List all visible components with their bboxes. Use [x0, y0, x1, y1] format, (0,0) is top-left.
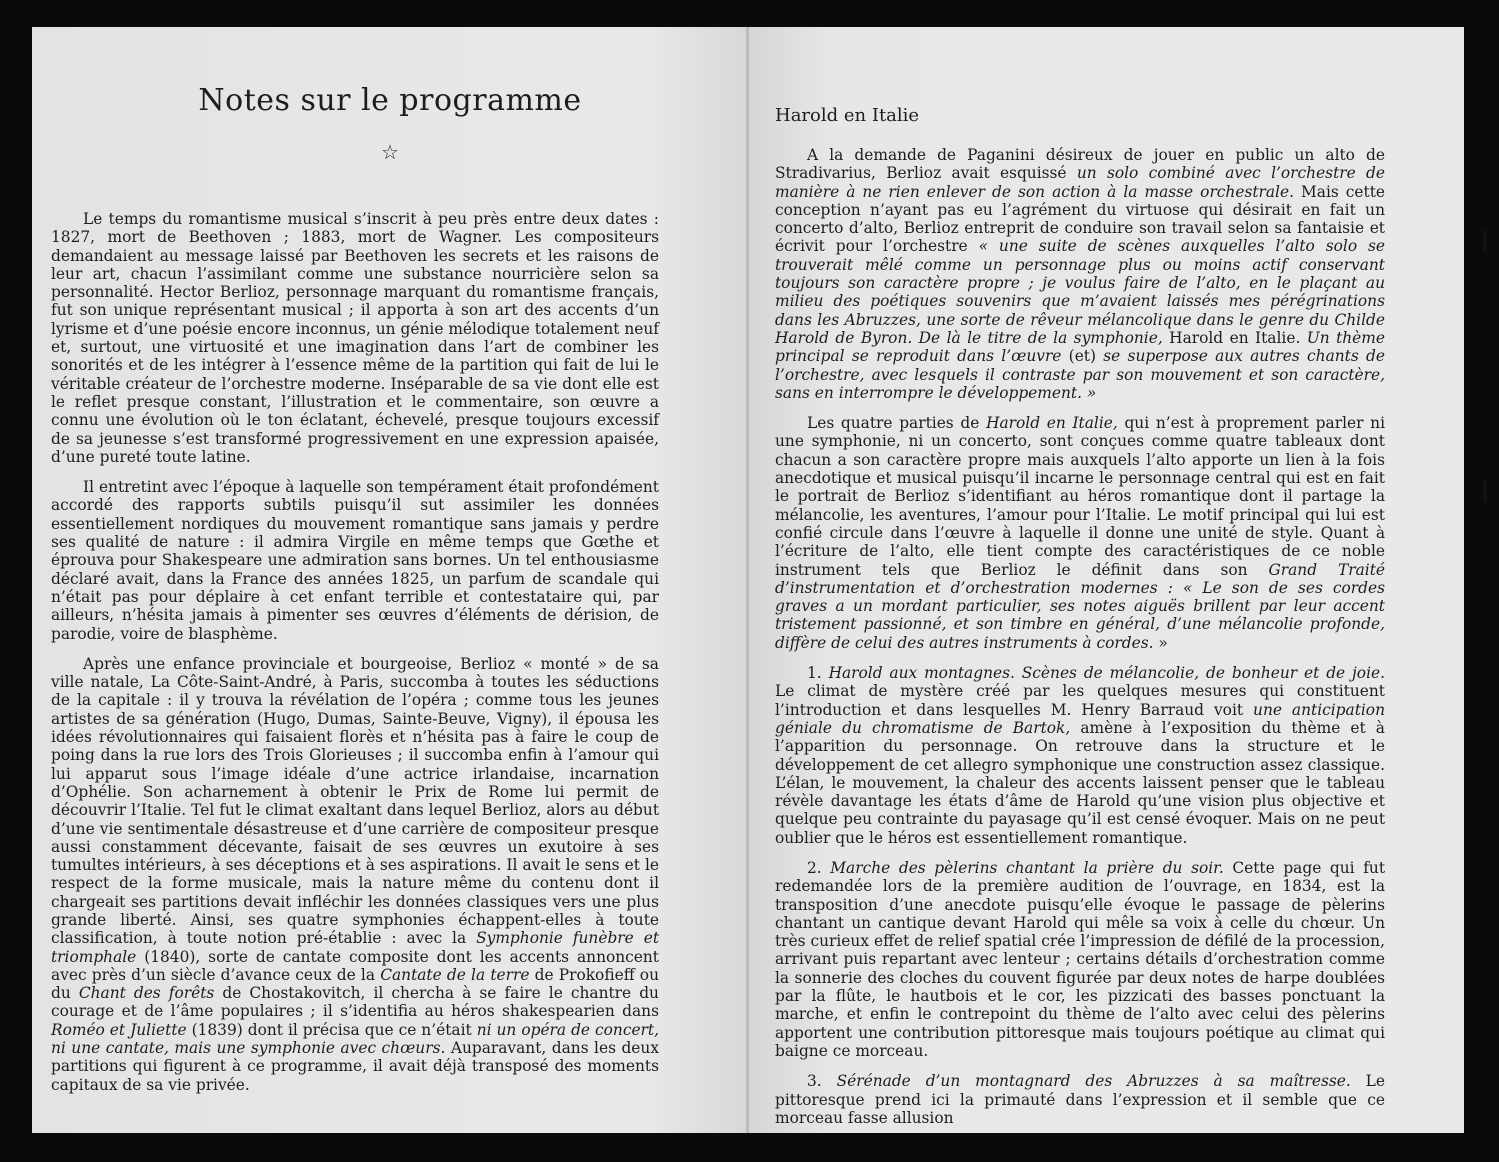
paragraph [51, 478, 659, 643]
italic-text-run: « une suite de scènes auxquelles l’alto solo se trouverait mêlé comme un personnage plus ou moins actif conservant toujours son caractère propre ; je voulus faire de l’alto, en le plaçant au milieu des poétiques souvenirs que m’avaient laissés mes pérégrinations dans les Abruzzes, une sorte de rêveur mélancolique dans le genre du Childe Harold de Byron. De là le titre de la symphonie, [775, 237, 1386, 347]
page-gutter [746, 27, 749, 1133]
italic-text-run: une anticipation géniale du chromatisme de Bartok, [775, 700, 1385, 737]
text-run: Les quatre parties de [807, 414, 987, 433]
italic-text-run: Symphonie funèbre et triomphale [51, 929, 659, 966]
text-run: de Prokofieff ou du [51, 965, 659, 1003]
section-title: Harold en Italie [775, 105, 920, 126]
star-ornament: ☆ [381, 140, 399, 164]
paragraph [51, 210, 659, 466]
text-run: 3. [807, 1072, 837, 1091]
text-run: 2. [807, 858, 831, 877]
text-run: Mais cette conception n’ayant pas eu l’agrément du virtuose qui désirait en fait un concerto d’alto, Berlioz entreprit de conduire son travail selon sa fantaisie et écrivit pour l’orchestre [775, 182, 1385, 256]
scan-edge-mark [1483, 230, 1487, 252]
text-run: Le climat de mystère créé par les quelques mesures qui constituent l’introduction et dans lesquelles M. Henry Barraud voit [775, 682, 1385, 719]
italic-text-run: se superpose aux autres chants de l’orchestre, avec lesquels il contraste par son mouvement et son caractère, sans en interrompre le développement. » [775, 347, 1385, 402]
text-run: » [1153, 633, 1168, 652]
paragraph [775, 146, 1385, 402]
italic-text-run: Harold en Italie, [986, 414, 1118, 433]
text-run: Il entretint avec l’époque à laquelle son tempérament était profondément accordé des rapports subtils puisqu’il sut assimiler les données essentiellement nordiques du mouvement romantique sans jamais y perdre ses qualité de nature : il admira Virgile en même temps que Gœthe et éprouva pour Shakespeare une admiration sans bornes. Un tel enthousiasme déclaré avait, dans la France des années 1825, un parfum de scandale qui n’était pas pour déplaire à cet enfant terrible et contestataire qui, par ailleurs, n’hésita jamais à pimenter ses œuvres d’éléments de dérision, de parodie, voire de blasphème. [51, 478, 659, 643]
text-run: A la demande de Paganini désireux de jouer en public un alto de Stradivarius, Berlioz avait esquissé [775, 146, 1385, 183]
text-run: amène à l’exposition du thème et à l’apparition du personnage. On retrouve dans la structure et le développement de cet allegro symphonique une construction assez classique. L’élan, le mouvement, la chaleur des accents laissent penser que le tableau révèle davantage les états d’âme de Harold qu’une vision plus objective et quelque peu contrainte du payasage qu’il est censé évoquer. Mais on ne peut oublier que le héros est essentiellement romantique. [775, 718, 1385, 847]
italic-text-run: Marche des pèlerins chantant la prière du soir. [830, 858, 1224, 877]
italic-text-run: Sérénade d’un montagnard des Abruzzes à sa maîtresse. [836, 1072, 1351, 1091]
italic-text-run: Cantate de la terre [380, 965, 530, 984]
paragraph [51, 655, 659, 1094]
paragraph [775, 414, 1385, 652]
italic-text-run: Harold aux montagnes. Scènes de mélancolie, de bonheur et de joie. [828, 664, 1385, 683]
text-run: (1839) dont il précisa que ce n’était [186, 1020, 477, 1039]
text-run: Auparavant, dans les deux partitions qui figurent à ce programme, il avait déjà transposé des moments capitaux de sa vie privée. [51, 1039, 660, 1094]
paragraph [775, 664, 1385, 847]
italic-text-run: Un thème principal se reproduit dans l’œuvre [775, 328, 1385, 366]
text-run: de Chostakovitch, il chercha à se faire le chantre du courage et de l’âme populaires ; il s’identifia au héros shakespearien dans [51, 984, 659, 1021]
page-title: Notes sur le programme [198, 83, 582, 118]
italic-text-run: Grand Traité d’instrumentation et d’orchestration modernes : « Le son de ses cordes graves a un mordant particulier, ses notes aiguës brillent par leur accent tristement passionné, et son timbre en général, d’une mélancolie profonde, diffère de celui des autres instruments à cordes. [775, 560, 1386, 652]
text-run: Harold en Italie. [1162, 328, 1307, 347]
italic-text-run: un solo combiné avec l’orchestre de manière à ne rien enlever de son action à la masse orchestrale. [775, 164, 1385, 201]
paragraph [775, 1072, 1385, 1127]
text-run: Le pittoresque prend ici la primauté dans l’expression et il semble que ce morceau fasse allusion [775, 1072, 1385, 1127]
text-run: qui n’est à proprement parler ni une symphonie, ni un concerto, sont conçues comme quatre tableaux dont chacun a son caractère propre mais auxquels l’alto apporte un lien à la fois anecdotique et musical puisqu’il incarne le personnage central qui est en fait le portrait de Berlioz s’identifiant au héros romantique dont il partage la mélancolie, les aventures, l’amour pour l’Italie. Le motif principal qui lui est confié circule dans l’œuvre à laquelle il donne une unité de style. Quant à l’écriture de l’alto, elle tient compte des caractéristiques de ce noble instrument tels que Berlioz le définit dans son [775, 414, 1385, 579]
italic-text-run: ni un opéra de concert, ni une cantate, mais une symphonie avec chœurs. [51, 1020, 659, 1058]
right-text-column [775, 146, 1385, 1139]
text-run: Cette page qui fut redemandée lors de la première audition de l’ouvrage, en 1834, est la transposition d’une anecdote puisqu’elle évoque le passage de pèlerins chantant un cantique devant Harold qui mêle sa voix à celle du chœur. Un très curieux effet de relief spatial crée l’impression de défilé de la procession, arrivant puis repartant avec lenteur ; certains détails d’orchestration comme la sonnerie des cloches du couvent figurée par deux notes de harpe doublées par la flûte, le hautbois et le cor, les pizzicati des basses ponctuant la marche, et enfin le contrepoint du thème de l’alto avec celui des pèlerins apportent une contribution pittoresque mais toujours poétique au climat qui baigne ce morceau. [775, 858, 1386, 1060]
text-run: 1. [807, 664, 829, 683]
text-run: (et) [1061, 347, 1104, 366]
text-run: Le temps du romantisme musical s’inscrit à peu près entre deux dates : 1827, mort de Beethoven ; 1883, mort de Wagner. Les compositeurs demandaient au message laissé par Beethoven les secrets et les raisons de leur art, chacun l’assimilant comme une substance nourricière selon sa personnalité. Hector Berlioz, personnage marquant du romantisme français, fut son unique représentant musical ; il apporta à son art des accents d’un lyrisme et d’une poésie encore inconnus, un génie mélodique totalement neuf et, surtout, une virtuosité et une imagination dans l’art de combiner les sonorités et de les intégrer à l’essence même de la partition qui fait de lui le véritable créateur de l’orchestre moderne. Inséparable de sa vie dont elle est le reflet presque constant, l’illustration et le commentaire, son œuvre a connu une évolution où le ton éclatant, échevelé, presque toujours excessif de sa jeunesse s’est transformé progressivement en une expression apaisée, d’une pureté toute latine. [51, 210, 659, 466]
italic-text-run: Roméo et Juliette [51, 1020, 187, 1039]
paragraph [775, 859, 1385, 1060]
left-text-column [51, 210, 659, 1106]
italic-text-run: Chant des forêts [78, 984, 215, 1003]
text-run: (1840), sorte de cantate composite dont les accents annoncent avec près d’un siècle d’avance ceux de la [51, 947, 659, 984]
scan-edge-mark [1483, 480, 1487, 502]
text-run: Après une enfance provinciale et bourgeoise, Berlioz « monté » de sa ville natale, La Côte-Saint-André, à Paris, succomba à toutes les séductions de la capitale : il y trouva la révélation de l’opéra ; comme tous les jeunes artistes de sa génération (Hugo, Dumas, Sainte-Beuve, Vigny), il épousa les idées révolutionnaires qui faisaient florès et n’hésita pas à faire le coup de poing dans la rue lors des Trois Glorieuses ; il succomba enfin à l’amour qui lui apparut sous l’image idéale d’une actrice irlandaise, incarnation d’Ophélie. Son acharnement à obtenir le Prix de Rome lui permit de découvrir l’Italie. Tel fut le climat exaltant dans lequel Berlioz, alors au début d’une vie sentimentale désastreuse et d’une carrière de compositeur presque aussi constamment décevante, faisait de ses œuvres un exutoire à ses tumultes intérieurs, à ses déceptions et à ses aspirations. Il avait le sens et le respect de la forme musicale, mais la nature même du contenu dont il chargeait ses partitions devait infléchir les données classiques vers une plus grande liberté. Ainsi, ses quatre symphonies échappent-elles à toute classification, à toute notion pré-établie : avec la [51, 654, 659, 948]
